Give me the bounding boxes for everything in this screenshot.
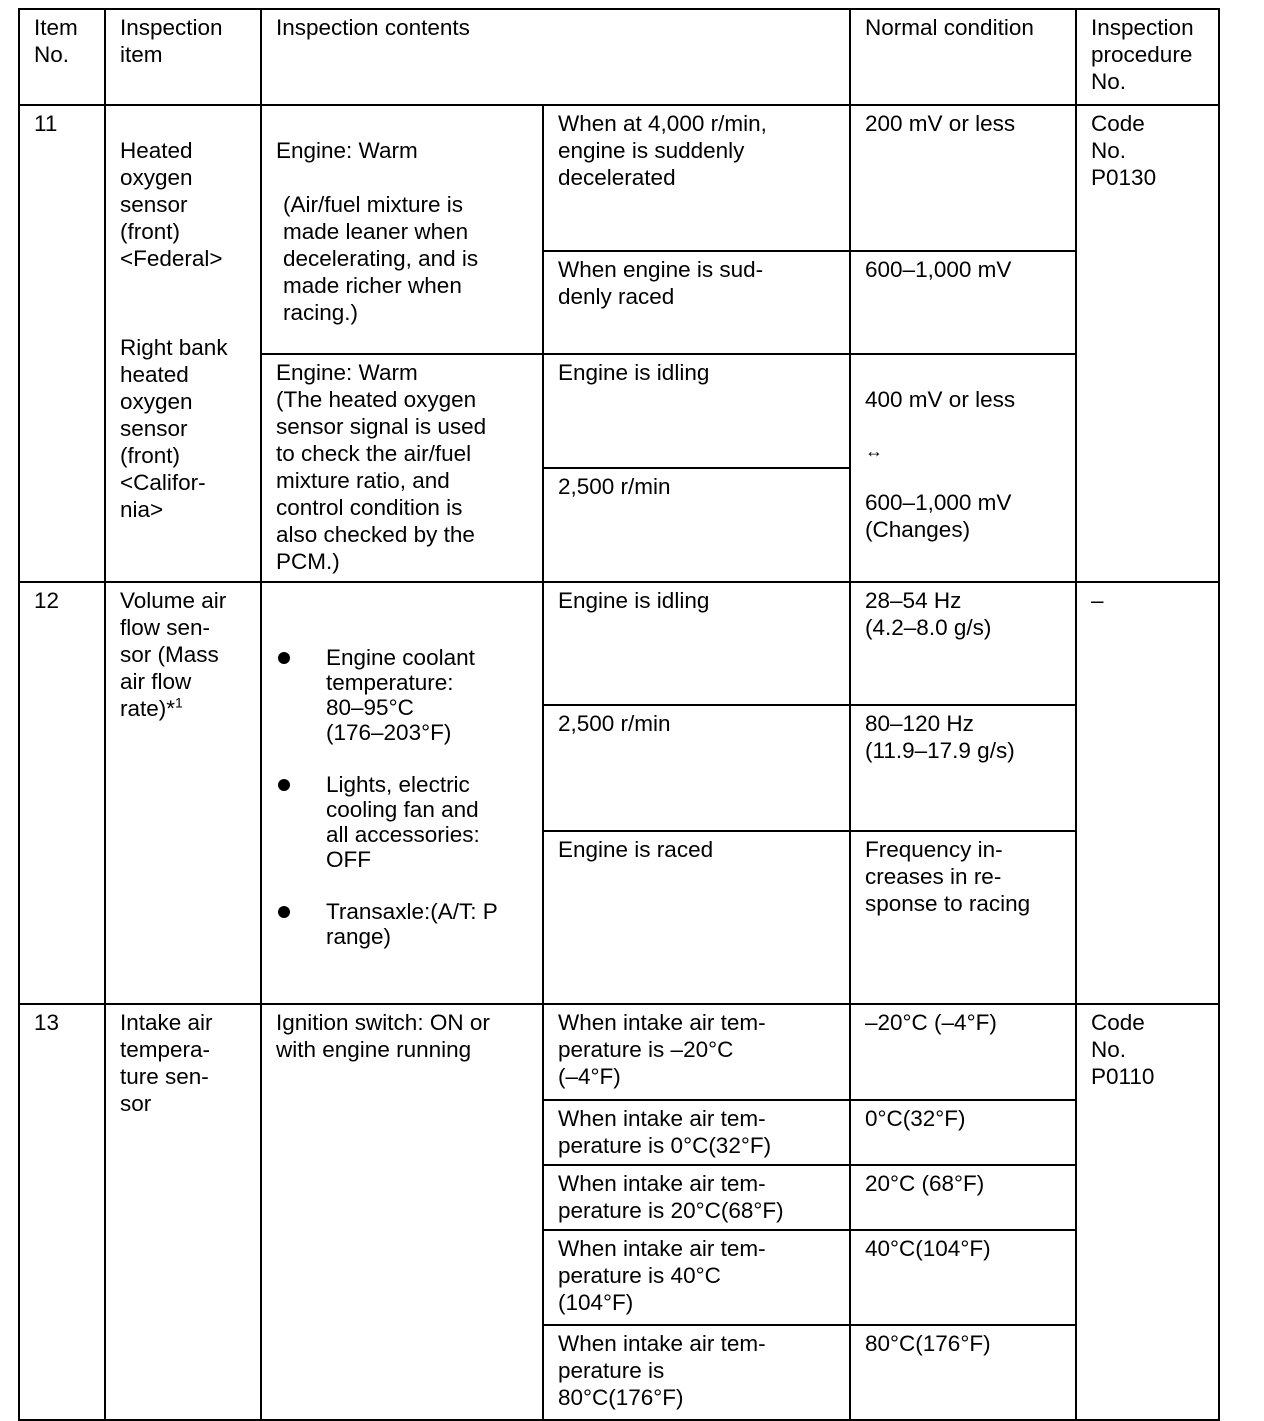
changes-arrow-icon: ↔ — [865, 441, 884, 461]
inspection-table-page — [18, 8, 1218, 1421]
row11-item-federal: Heated oxygen sensor (front) <Federal> — [120, 138, 223, 271]
row13-item-no: 13 — [19, 1004, 105, 1420]
row13-normal-1: –20°C (–4°F) — [850, 1004, 1076, 1100]
header-item-no: Item No. — [19, 9, 105, 105]
row11-condition-a — [261, 105, 543, 354]
header-procedure-no: Inspection procedure No. — [1076, 9, 1219, 105]
row12-item-label: Volume air flow sen- sor (Mass air flow rate)* — [120, 588, 227, 721]
row13-state-1: When intake air tem- perature is –20°C (–4°F) — [543, 1004, 850, 1100]
table-header-row — [19, 9, 1219, 105]
header-inspection-contents: Inspection contents — [261, 9, 850, 105]
row11-state-a1: When at 4,000 r/min, engine is suddenly decelerated — [543, 105, 850, 251]
row11-state-b2: 2,500 r/min — [543, 468, 850, 582]
row12-normal-3: Frequency in- creases in re- sponse to racing — [850, 831, 1076, 1004]
row12-inspection-item — [105, 582, 261, 1004]
row12-condition-list — [276, 618, 532, 976]
row11-inspection-item — [105, 105, 261, 582]
row11-condition-a-title: Engine: Warm — [276, 138, 418, 163]
row13-normal-5: 80°C(176°F) — [850, 1325, 1076, 1420]
row11-condition-a-note: (Air/fuel mixture is made leaner when decelerating, and is made richer when racing.) — [283, 192, 479, 325]
row11-item-california: Right bank heated oxygen sensor (front) <Califor- nia> — [120, 335, 228, 522]
table-row — [19, 105, 1219, 251]
row11-state-b1: Engine is idling — [543, 354, 850, 468]
list-item: Lights, electric cooling fan and all accessories: OFF — [276, 772, 532, 872]
row11-normal-a1: 200 mV or less — [850, 105, 1076, 251]
row12-state-2: 2,500 r/min — [543, 705, 850, 831]
row12-item-footnote: 1 — [175, 694, 183, 711]
row12-item-no: 12 — [19, 582, 105, 1004]
row12-procedure-no: – — [1076, 582, 1219, 1004]
row13-normal-2: 0°C(32°F) — [850, 1100, 1076, 1165]
row13-normal-3: 20°C (68°F) — [850, 1165, 1076, 1230]
list-item: Transaxle:(A/T: P range) — [276, 899, 532, 949]
row11-normal-b-high: 600–1,000 mV (Changes) — [865, 490, 1012, 542]
row11-normal-b — [850, 354, 1076, 582]
row12-state-1: Engine is idling — [543, 582, 850, 705]
header-inspection-item: Inspection item — [105, 9, 261, 105]
row11-normal-b-low: 400 mV or less — [865, 387, 1016, 412]
row12-condition — [261, 582, 543, 1004]
bullet-icon — [278, 652, 290, 664]
row13-state-5: When intake air tem- perature is 80°C(176°F) — [543, 1325, 850, 1420]
header-normal-condition: Normal condition — [850, 9, 1076, 105]
row13-normal-4: 40°C(104°F) — [850, 1230, 1076, 1325]
list-item: Engine coolant temperature: 80–95°C (176–203°F) — [276, 645, 532, 745]
row11-procedure-no: Code No. P0130 — [1076, 105, 1219, 582]
bullet-icon — [278, 779, 290, 791]
inspection-table — [18, 8, 1220, 1421]
row13-procedure-no: Code No. P0110 — [1076, 1004, 1219, 1420]
row13-state-2: When intake air tem- perature is 0°C(32°F) — [543, 1100, 850, 1165]
row13-state-4: When intake air tem- perature is 40°C (104°F) — [543, 1230, 850, 1325]
table-row — [19, 1004, 1219, 1100]
row13-state-3: When intake air tem- perature is 20°C(68°F) — [543, 1165, 850, 1230]
row11-condition-b: Engine: Warm (The heated oxygen sensor signal is used to check the air/fuel mixture ratio, and control condition is also checked by the PCM.) — [261, 354, 543, 582]
row13-inspection-item: Intake air tempera- ture sen- sor — [105, 1004, 261, 1420]
row11-normal-a2: 600–1,000 mV — [850, 251, 1076, 354]
row12-normal-1: 28–54 Hz (4.2–8.0 g/s) — [850, 582, 1076, 705]
table-row — [19, 582, 1219, 705]
row12-normal-2: 80–120 Hz (11.9–17.9 g/s) — [850, 705, 1076, 831]
row11-state-a2: When engine is sud- denly raced — [543, 251, 850, 354]
bullet-icon — [278, 906, 290, 918]
row12-state-3: Engine is raced — [543, 831, 850, 1004]
row11-item-no: 11 — [19, 105, 105, 582]
row13-condition: Ignition switch: ON or with engine running — [261, 1004, 543, 1420]
